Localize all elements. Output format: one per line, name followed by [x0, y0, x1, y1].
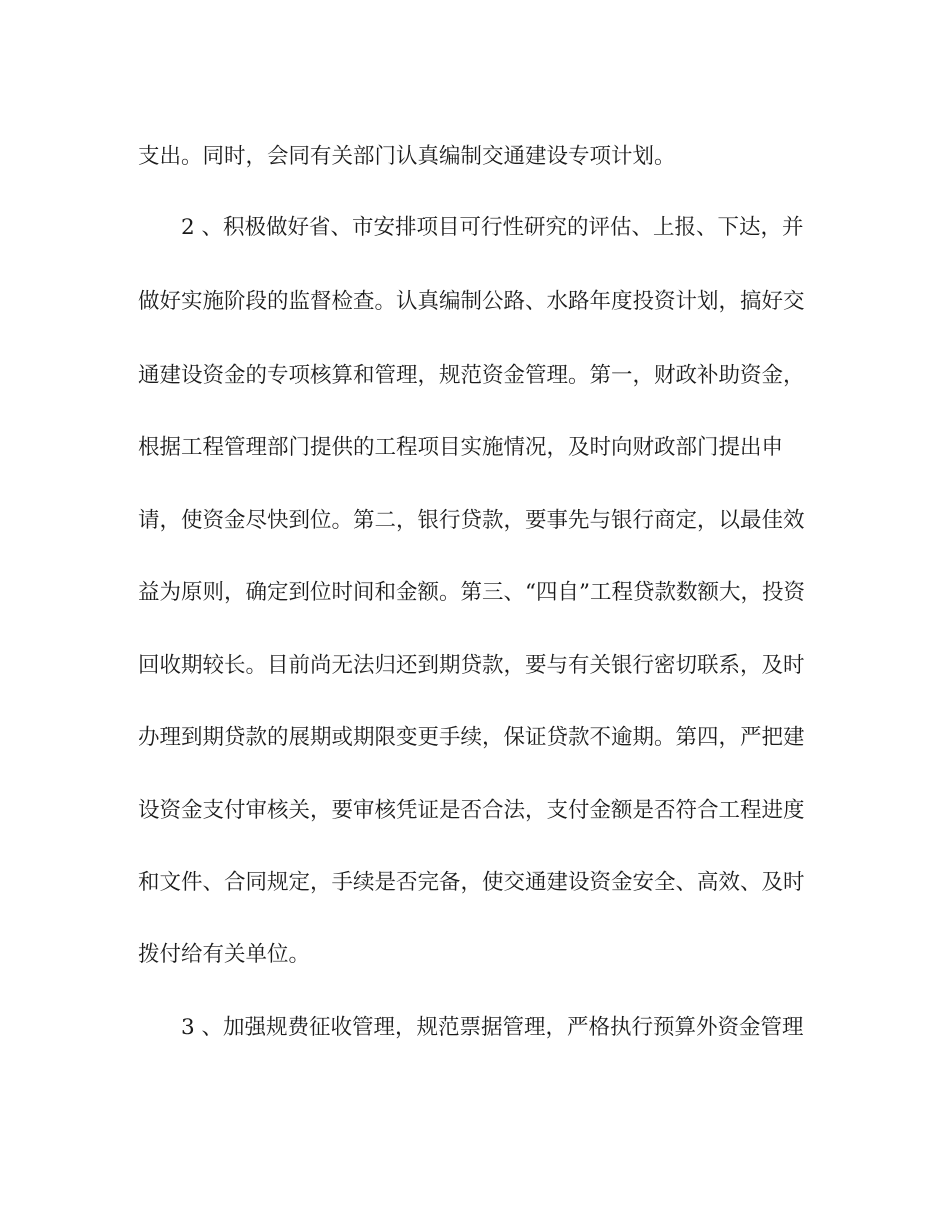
paragraph-line-8: 回收期较长。目前尚无法归还到期贷款，要与有关银行密切联系，及时: [138, 653, 805, 678]
paragraph-line-4: 通建设资金的专项核算和管理，规范资金管理。第一，财政补助资金，: [138, 363, 805, 388]
paragraph-line-10: 设资金支付审核关，要审核凭证是否合法，支付金额是否符合工程进度: [138, 798, 805, 823]
paragraph-line-13: 3 、加强规费征收管理，规范票据管理，严格执行预算外资金管理: [181, 1015, 804, 1040]
paragraph-line-5: 根据工程管理部门提供的工程项目实施情况，及时向财政部门提出申: [138, 435, 784, 460]
paragraph-line-1: 支出。同时，会同有关部门认真编制交通建设专项计划。: [138, 144, 676, 169]
paragraph-line-7: 益为原则，确定到位时间和金额。第三、“四自”工程贷款数额大，投资: [138, 580, 805, 605]
paragraph-line-11: 和文件、合同规定，手续是否完备，使交通建设资金安全、高效、及时: [138, 870, 805, 895]
paragraph-line-6: 请，使资金尽快到位。第二，银行贷款，要事先与银行商定，以最佳效: [138, 508, 805, 533]
paragraph-line-12: 拨付给有关单位。: [138, 942, 311, 967]
paragraph-line-2: 2 、积极做好省、市安排项目可行性研究的评估、上报、下达，并: [181, 215, 804, 240]
paragraph-line-3: 做好实施阶段的监督检查。认真编制公路、水路年度投资计划，搞好交: [138, 289, 805, 314]
paragraph-line-9: 办理到期贷款的展期或期限变更手续，保证贷款不逾期。第四，严把建: [138, 725, 805, 750]
